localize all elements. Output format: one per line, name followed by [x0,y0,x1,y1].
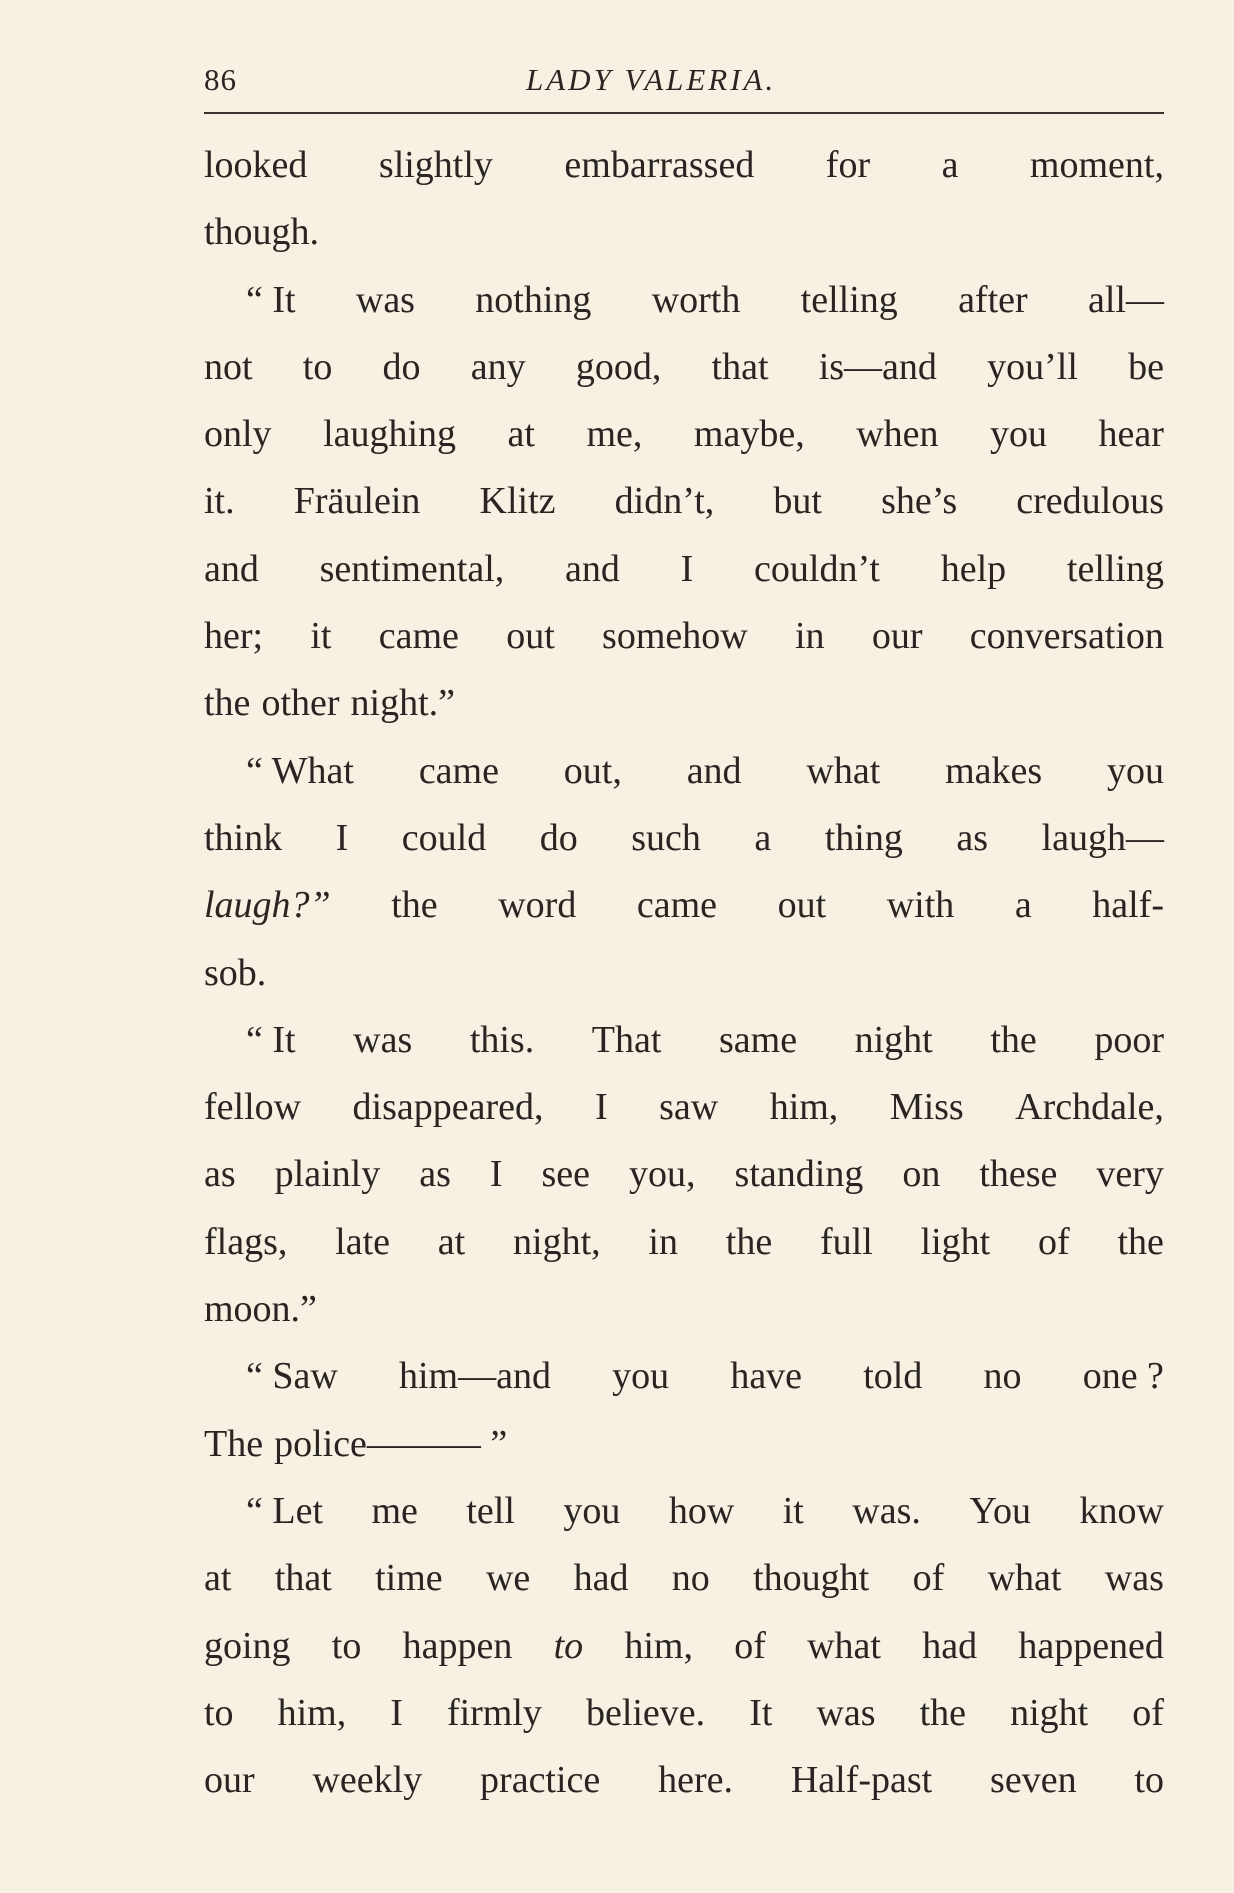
word: “ Saw [246,1355,338,1398]
word: was [353,1018,413,1061]
word: conversation [969,615,1164,658]
word: as [419,1153,451,1196]
text-line [204,1074,1164,1141]
word: laugh?” [204,884,331,927]
body-text [204,132,1164,1814]
text-line [204,738,1164,805]
word: flags, [204,1220,288,1263]
word: only [204,413,272,456]
word: I [680,547,694,590]
word: you [1107,749,1164,792]
word: the [1117,1220,1164,1263]
word: to [302,345,333,388]
word: you, [629,1153,696,1196]
word: It [749,1691,773,1734]
word: I [489,1153,503,1196]
word: The [204,1422,264,1465]
text-line [204,1478,1164,1545]
word: at [507,413,535,456]
word: not [204,345,253,388]
word: thought [753,1557,870,1600]
word: telling [1066,547,1164,590]
word: Archdale, [1015,1086,1164,1129]
word: it [782,1489,804,1532]
text-line [204,1747,1164,1814]
word: night [854,1018,933,1061]
word: worth [651,278,741,321]
word: this. [469,1018,535,1061]
word: what [806,749,881,792]
word: slightly [378,144,493,186]
word: a [754,816,772,859]
word: me, [586,413,643,456]
text-line [204,603,1164,670]
word: in [794,615,825,658]
text-line [204,1007,1164,1074]
word: night [1010,1691,1089,1734]
running-head [204,56,1164,104]
text-line [204,1141,1164,1208]
word: when [856,413,939,456]
word: had [922,1624,978,1667]
word: police——— ” [274,1422,508,1465]
word: “ Let [246,1489,324,1532]
word: sob. [204,951,267,994]
word: was [1104,1557,1164,1600]
text-line [204,670,1164,737]
word: maybe, [693,413,805,456]
word: late [335,1220,391,1263]
text-line [204,940,1164,1007]
word: Half-past [790,1759,933,1802]
word: good, [575,345,662,388]
word: of [734,1624,766,1667]
word: him, [277,1691,347,1734]
text-line [204,401,1164,468]
word: that [711,345,769,388]
word: night.” [350,682,455,725]
word: these [979,1153,1058,1196]
word: you [990,413,1048,456]
text-line [204,1209,1164,1276]
text-line [204,1613,1164,1680]
word: have [730,1355,803,1398]
word: weekly [312,1759,423,1802]
word: half- [1092,884,1164,927]
text-line [204,536,1164,603]
word: out, [563,749,622,792]
word: credulous [1016,480,1164,523]
word: as [204,1153,236,1196]
word: at [204,1557,232,1600]
word: the [204,682,251,725]
word: nothing [475,278,592,321]
word: it. [204,480,235,523]
page-number: 86 [204,62,237,97]
word: one ? [1082,1355,1164,1398]
word: you [563,1489,621,1532]
word: laugh— [1041,816,1164,859]
word: embarrassed [564,144,755,186]
word: I [390,1691,403,1734]
word: word [498,884,577,927]
word: that [274,1557,332,1600]
word: and [565,547,620,590]
word: looked [204,144,308,186]
word: night, [513,1220,601,1263]
word: to [331,1624,362,1667]
word: no [671,1557,710,1600]
text-line [204,872,1164,939]
word: came [636,884,718,927]
word: had [573,1557,629,1600]
word: her; [204,615,264,658]
word: telling [800,278,898,321]
word: she’s [881,480,958,523]
text-line [204,199,1164,266]
word: didn’t, [614,480,715,523]
word: believe. [585,1691,706,1734]
text-line [204,1276,1164,1343]
word: moment, [1029,144,1164,186]
word: for [825,144,871,186]
word: him, [769,1086,839,1129]
word: Miss [889,1086,964,1129]
word: think [204,816,283,859]
word: the [391,884,438,927]
word: couldn’t [754,547,880,590]
word: the [990,1018,1037,1061]
word: do [539,816,578,859]
word: saw [659,1086,719,1129]
text-line [204,1343,1164,1410]
word: poor [1094,1018,1164,1061]
word: happen [402,1624,513,1667]
text-line [204,1411,1164,1478]
word: him—and [398,1355,551,1398]
word: “ It [246,1018,296,1061]
word: plainly [274,1153,381,1196]
word: to [204,1691,234,1734]
word: somehow [602,615,748,658]
text-line [204,468,1164,535]
word: as [956,816,989,859]
word: after [958,278,1028,321]
word: to [553,1624,584,1667]
word: That [591,1018,662,1061]
word: moon.” [204,1288,317,1331]
word: how [668,1489,735,1532]
word: the [919,1691,967,1734]
word: could [401,816,487,859]
word: fellow [204,1086,302,1129]
word: our [204,1759,255,1802]
word: of [1132,1691,1164,1734]
word: you’ll [987,345,1078,388]
word: same [718,1018,798,1061]
word: going [204,1624,291,1667]
word: be [1128,345,1164,388]
word: thing [824,816,903,859]
word: and [686,749,742,792]
running-title: LADY VALERIA. [526,62,777,97]
word: do [382,345,421,388]
word: it [310,615,332,658]
word: in [648,1220,678,1263]
word: was [355,278,415,321]
word: full [819,1220,873,1263]
word: You [969,1489,1031,1532]
word: seven [990,1759,1077,1802]
word: out [777,884,827,927]
word: was. [852,1489,921,1532]
word: tell [466,1489,515,1532]
word: came [418,749,499,792]
word: came [378,615,459,658]
word: of [1038,1220,1070,1263]
word: me [371,1489,418,1532]
word: I [335,816,349,859]
word: happened [1018,1624,1164,1667]
word: with [886,884,955,927]
word: a [941,144,959,186]
word: time [375,1557,443,1600]
word: other [261,682,340,725]
text-line [204,132,1164,199]
word: firmly [446,1691,542,1734]
word: all— [1087,278,1164,321]
word: help [940,547,1007,590]
text-line [204,334,1164,401]
word: “ What [246,749,354,792]
word: was [816,1691,876,1734]
word: I [594,1086,608,1129]
word: “ It [246,278,296,321]
word: told [863,1355,923,1398]
word: is—and [818,345,937,388]
word: we [485,1557,531,1600]
word: here. [658,1759,733,1802]
word: and [204,547,259,590]
word: at [437,1220,466,1263]
word: standing [734,1153,864,1196]
word: such [631,816,701,859]
word: sentimental, [319,547,505,590]
word: Klitz [479,480,556,523]
text-line [204,1680,1164,1747]
word: what [987,1557,1062,1600]
word: know [1079,1489,1164,1532]
word: makes [945,749,1043,792]
text-line [204,805,1164,872]
word: though. [204,211,320,254]
word: our [871,615,923,658]
word: the [725,1220,773,1263]
word: of [912,1557,945,1600]
text-line [204,267,1164,334]
word: laughing [323,413,457,456]
word: disappeared, [352,1086,544,1129]
word: but [773,480,822,523]
text-line [204,1545,1164,1612]
word: any [470,345,526,388]
word: practice [480,1759,601,1802]
word: on [902,1153,941,1196]
word: very [1096,1153,1164,1196]
word: you [612,1355,670,1398]
word: to [1134,1759,1164,1802]
word: no [983,1355,1022,1398]
word: Fräulein [293,480,421,523]
word: him, [624,1624,693,1667]
word: what [807,1624,881,1667]
word: light [920,1220,991,1263]
word: a [1014,884,1032,927]
word: see [541,1153,591,1196]
word: out [506,615,555,658]
word: hear [1098,413,1164,456]
header-rule [204,112,1164,114]
